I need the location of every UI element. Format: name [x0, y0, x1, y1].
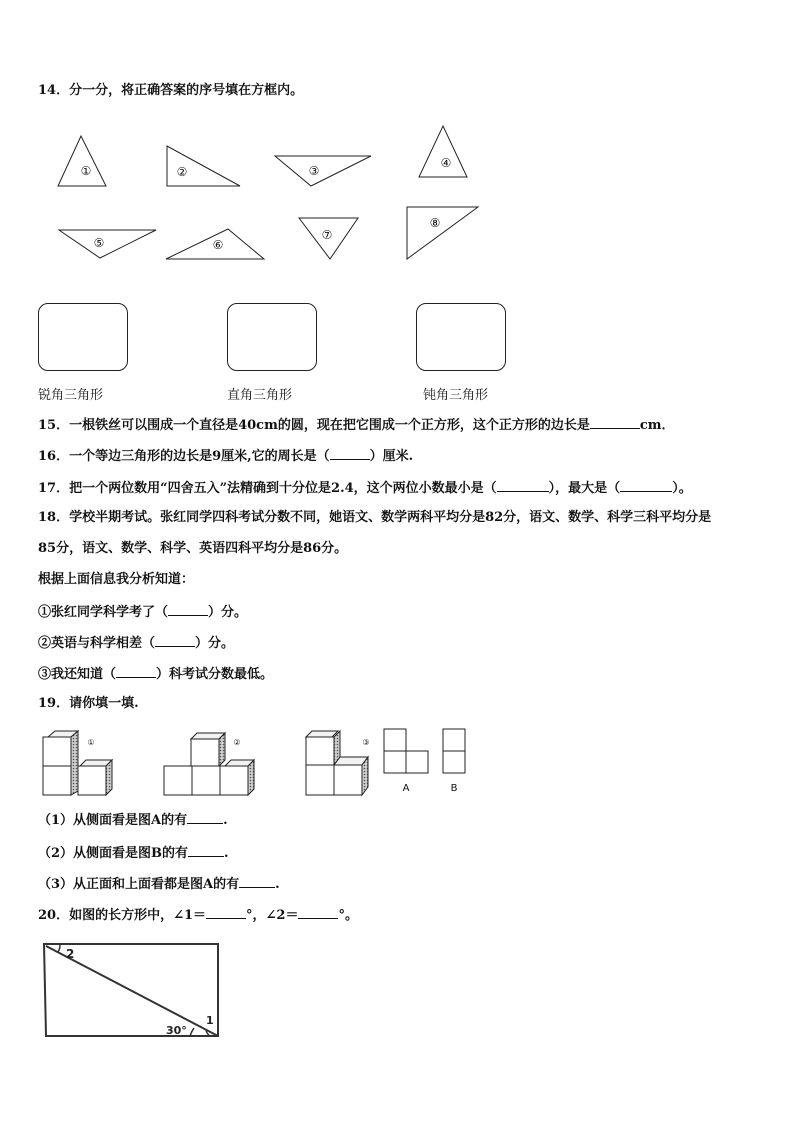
cube-figure-1-label: ① — [87, 738, 95, 747]
q15 — [38, 415, 675, 435]
angle-30-arc — [190, 1028, 194, 1036]
q17-blank-max[interactable] — [620, 478, 672, 492]
q20-text-a: 20．如图的长方形中，∠1＝ — [38, 908, 207, 923]
triangle-1 — [58, 136, 106, 186]
q18-item3-a: ③我还知道（ — [38, 667, 117, 682]
q18-item1-blank[interactable] — [168, 602, 208, 616]
triangle-4-label: ④ — [440, 156, 452, 170]
q18-item2-a: ②英语与科学相差（ — [38, 636, 156, 651]
q17-blank-min[interactable] — [497, 478, 549, 492]
view-a-label: A — [402, 783, 410, 794]
q20-blank-2[interactable] — [298, 905, 338, 919]
q16-text-b: ）厘米. — [369, 449, 414, 464]
q19-sub2-blank[interactable] — [188, 843, 224, 857]
q18-item2-blank[interactable] — [155, 633, 195, 647]
view-a — [384, 729, 428, 773]
triangle-3 — [275, 156, 371, 186]
q19-cube-figures — [30, 725, 480, 800]
q19-sub3-end: . — [275, 877, 280, 892]
q20-rectangle-figure — [38, 938, 228, 1043]
angle-2-label: 2 — [66, 947, 75, 961]
view-b — [443, 729, 465, 773]
q18-line1: 18．学校半期考试。张红同学四科考试分数不同，她语文、数学两科平均分是82分，语文、数学、科学三科平均分是 — [38, 510, 712, 525]
q17-text-a: 17．把一个两位数用“四舍五入”法精确到十分位是2.4，这个两位小数最小是（ — [38, 481, 497, 496]
q20-text-b: °，∠2＝ — [246, 908, 299, 923]
q20 — [38, 905, 358, 925]
q17-text-c: ）。 — [672, 481, 692, 496]
q14-title: 14．分一分，将正确答案的序号填在方框内。 — [38, 83, 304, 98]
q19-sub3-text: （3）从正面和上面看都是图A的有 — [38, 877, 240, 892]
q18-item1-b: ）分。 — [208, 605, 248, 620]
angle-2-arc — [58, 944, 60, 952]
q18-line3: 根据上面信息我分析知道： — [38, 572, 195, 587]
q16-text-a: 16．一个等边三角形的边长是9厘米,它的周长是（ — [38, 449, 330, 464]
q19-sub3 — [38, 874, 280, 894]
angle-30-label: 30° — [166, 1024, 187, 1037]
q18-item3 — [38, 664, 273, 684]
view-b-label: B — [450, 783, 458, 794]
q19-sub3-blank[interactable] — [239, 874, 275, 888]
triangle-5 — [59, 230, 156, 258]
triangle-8 — [407, 207, 478, 259]
triangle-2-label: ② — [176, 165, 188, 179]
q18-line2: 85分，语文、数学、科学、英语四科平均分是86分。 — [38, 541, 348, 556]
q18-item2 — [38, 633, 234, 653]
acute-triangle-answer-box[interactable] — [38, 303, 128, 371]
obtuse-triangle-label: 钝角三角形 — [423, 388, 489, 403]
triangle-7-label: ⑦ — [321, 228, 333, 242]
q14-triangles-figure — [0, 118, 520, 268]
q16-blank[interactable] — [330, 446, 370, 460]
triangle-3-label: ③ — [308, 164, 320, 178]
q18-item3-blank[interactable] — [116, 664, 156, 678]
q18-item2-b: ）分。 — [195, 636, 235, 651]
cube-figure-1 — [43, 731, 112, 795]
cube-figure-3-label: ③ — [362, 738, 370, 747]
q19-title: 19．请你填一填. — [38, 696, 139, 711]
q18-item3-b: ）科考试分数最低。 — [156, 667, 274, 682]
q17 — [38, 478, 692, 498]
right-triangle-answer-box[interactable] — [227, 303, 317, 371]
q19-sub2 — [38, 843, 229, 863]
q19-sub2-text: （2）从侧面看是图B的有 — [38, 846, 189, 861]
q19-sub1-end: . — [223, 813, 228, 828]
triangle-1-label: ① — [80, 164, 92, 178]
q15-text: 15．一根铁丝可以围成一个直径是40cm的圆，现在把它围成一个正方形，这个正方形的边长是 — [38, 418, 590, 433]
q15-blank[interactable] — [590, 415, 640, 429]
triangle-8-label: ⑧ — [429, 216, 441, 230]
q16 — [38, 446, 413, 466]
q19-sub1-blank[interactable] — [187, 810, 223, 824]
q20-text-c: °。 — [338, 908, 358, 923]
q19-sub1-text: （1）从侧面看是图A的有 — [38, 813, 188, 828]
q20-blank-1[interactable] — [206, 905, 246, 919]
obtuse-triangle-answer-box[interactable] — [416, 303, 506, 371]
right-triangle-label: 直角三角形 — [227, 388, 293, 403]
cube-figure-2-label: ② — [233, 738, 241, 747]
triangle-5-label: ⑤ — [93, 236, 105, 250]
q19-sub1 — [38, 810, 228, 830]
triangle-6-label: ⑥ — [212, 238, 224, 252]
q18-item1-a: ①张红同学科学考了（ — [38, 605, 169, 620]
angle-1-label: 1 — [206, 1014, 214, 1027]
acute-triangle-label: 锐角三角形 — [38, 388, 104, 403]
q18-item1 — [38, 602, 247, 622]
q15-unit: cm． — [639, 418, 675, 433]
q17-text-b: ），最大是（ — [548, 481, 621, 496]
q19-sub2-end: . — [224, 846, 229, 861]
cube-figure-3 — [306, 731, 368, 795]
